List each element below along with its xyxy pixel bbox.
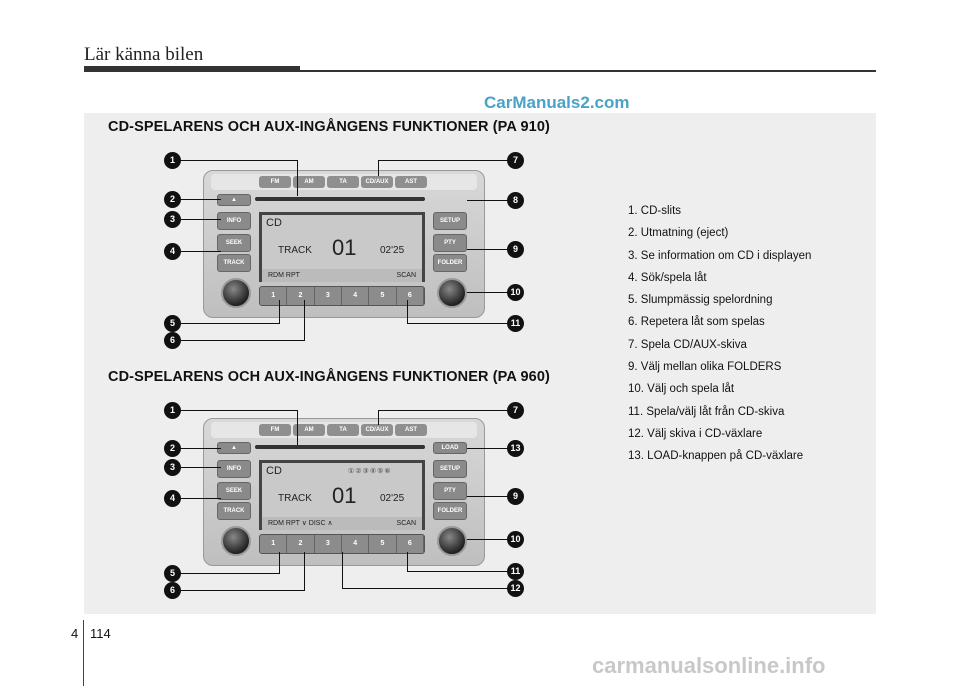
page-number-rule [83,620,84,686]
am-button[interactable]: AM [293,176,325,188]
callout-960-6: 6 [164,582,181,599]
leader-line [407,552,408,572]
leader-line [467,200,507,201]
leader-line [342,552,343,589]
legend-item: 4. Sök/spela låt [628,271,707,284]
ast-button[interactable]: AST [395,176,427,188]
leader-line [297,160,298,196]
legend-item: 7. Spela CD/AUX-skiva [628,338,747,351]
leader-line [181,467,221,468]
seek-button[interactable]: SEEK [217,234,251,252]
leader-line [181,573,279,574]
leader-line [181,410,297,411]
leader-line [378,410,507,411]
display-track-label: TRACK [278,493,312,504]
callout-960-11: 11 [507,563,524,580]
preset-3-button[interactable]: 3 [315,287,342,305]
leader-line [181,340,304,341]
display-track-label: TRACK [278,245,312,256]
leader-line [407,571,507,572]
cd-slot [255,197,425,201]
display-mode: CD [266,217,282,229]
page-number: 114 [90,626,111,641]
page-header-title: Lär känna bilen [84,44,204,65]
legend-item: 6. Repetera låt som spelas [628,316,765,329]
leader-line [181,323,279,324]
legend-item: 12. Välj skiva i CD-växlare [628,427,763,440]
display-mode: CD [266,465,282,477]
info-button[interactable]: INFO [217,460,251,478]
pty-button[interactable]: PTY [433,234,467,252]
legend-item: 10. Välj och spela låt [628,383,735,396]
section-title-pa910: CD-SPELARENS OCH AUX-INGÅNGENS FUNKTIONER (PA 910) [108,119,550,135]
leader-line [297,410,298,445]
radio-unit-pa910 [203,170,485,320]
radio-display [259,212,425,282]
display-scan: SCAN [396,520,416,527]
am-button[interactable]: AM [293,424,325,436]
legend-item: 13. LOAD-knappen på CD-växlare [628,450,804,463]
track-button[interactable]: TRACK [217,502,251,520]
preset-4-button[interactable]: 4 [342,287,369,305]
callout-910-3: 3 [164,211,181,228]
ast-button[interactable]: AST [395,424,427,436]
display-rdm-rpt: RDM RPT [268,272,300,279]
folder-button[interactable]: FOLDER [433,502,467,520]
leader-line [181,219,221,220]
leader-line [342,588,507,589]
legend-item: 5. Slumpmässig spelordning [628,294,773,307]
callout-960-12: 12 [507,580,524,597]
power-volume-knob[interactable] [221,278,251,308]
leader-line [467,496,507,497]
eject-button[interactable]: ▲ [217,194,251,206]
fm-button[interactable]: FM [259,424,291,436]
preset-2-button[interactable]: 2 [287,535,314,553]
leader-line [181,590,304,591]
callout-910-8: 8 [507,192,524,209]
callout-910-6: 6 [164,332,181,349]
legend-item: 3. Se information om CD i displayen [628,249,812,262]
preset-3-button[interactable]: 3 [315,535,342,553]
legend-item: 1. CD-slits [628,205,682,217]
ta-button[interactable]: TA [327,176,359,188]
preset-6-button[interactable]: 6 [397,535,424,553]
leader-line [279,300,280,324]
preset-6-button[interactable]: 6 [397,287,424,305]
section-title-pa960: CD-SPELARENS OCH AUX-INGÅNGENS FUNKTIONER (PA 960) [108,369,550,385]
leader-line [467,249,507,250]
callout-910-2: 2 [164,191,181,208]
power-volume-knob[interactable] [221,526,251,556]
tune-knob[interactable] [437,278,467,308]
display-bottom-row [262,517,422,530]
display-bottom-row [262,269,422,282]
leader-line [304,552,305,591]
callout-910-9: 9 [507,241,524,258]
info-button[interactable]: INFO [217,212,251,230]
leader-line [467,448,507,449]
pty-button[interactable]: PTY [433,482,467,500]
leader-line [181,199,221,200]
leader-line [407,300,408,324]
leader-line [181,498,221,499]
fm-button[interactable]: FM [259,176,291,188]
seek-button[interactable]: SEEK [217,482,251,500]
radio-display [259,460,425,530]
leader-line [181,160,297,161]
display-rdm-rpt-disc: RDM RPT ∨ DISC ∧ [268,520,333,527]
tune-knob[interactable] [437,526,467,556]
callout-960-2: 2 [164,440,181,457]
preset-2-button[interactable]: 2 [287,287,314,305]
preset-1-button[interactable]: 1 [260,287,287,305]
chapter-number: 4 [71,626,79,641]
callout-960-7: 7 [507,402,524,419]
watermark-top: CarManuals2.com [484,93,630,112]
preset-buttons [259,534,425,554]
preset-1-button[interactable]: 1 [260,535,287,553]
leader-line [378,160,379,176]
setup-button[interactable]: SETUP [433,460,467,478]
leader-line [181,251,221,252]
header-rule-thick [84,66,300,72]
ta-button[interactable]: TA [327,424,359,436]
leader-line [181,448,221,449]
preset-5-button[interactable]: 5 [369,535,396,553]
watermark-bottom: carmanualsonline.info [592,653,826,678]
display-track-number: 01 [332,235,357,260]
leader-line [467,292,507,293]
function-legend [628,204,811,472]
display-time: 02'25 [380,493,405,504]
setup-button[interactable]: SETUP [433,212,467,230]
load-button[interactable]: LOAD [433,442,467,454]
callout-960-1: 1 [164,402,181,419]
display-disc-indicators: ①②③④⑤⑥ [348,468,392,475]
eject-button[interactable]: ▲ [217,442,251,454]
leader-line [378,410,379,425]
display-track-number: 01 [332,483,357,508]
display-scan: SCAN [396,272,416,279]
leader-line [467,539,507,540]
callout-960-3: 3 [164,459,181,476]
callout-910-7: 7 [507,152,524,169]
callout-960-5: 5 [164,565,181,582]
callout-960-9: 9 [507,488,524,505]
callout-910-4: 4 [164,243,181,260]
folder-button[interactable]: FOLDER [433,254,467,272]
callout-910-5: 5 [164,315,181,332]
preset-4-button[interactable]: 4 [342,535,369,553]
callout-960-10: 10 [507,531,524,548]
callout-910-10: 10 [507,284,524,301]
leader-line [407,323,507,324]
cd-aux-button[interactable]: CD/AUX [361,176,393,188]
callout-910-11: 11 [507,315,524,332]
legend-item: 9. Välj mellan olika FOLDERS [628,361,782,374]
callout-960-4: 4 [164,490,181,507]
leader-line [378,160,507,161]
callout-960-13: 13 [507,440,524,457]
cd-aux-button[interactable]: CD/AUX [361,424,393,436]
header-rule-thin [300,70,876,72]
preset-buttons [259,286,425,306]
legend-item: 2. Utmatning (eject) [628,227,729,240]
callout-910-1: 1 [164,152,181,169]
leader-line [304,300,305,341]
leader-line [279,552,280,574]
preset-5-button[interactable]: 5 [369,287,396,305]
radio-unit-pa960 [203,418,485,568]
track-button[interactable]: TRACK [217,254,251,272]
cd-slot [255,445,425,449]
legend-item: 11. Spela/välj låt från CD-skiva [628,405,785,418]
display-time: 02'25 [380,245,405,256]
